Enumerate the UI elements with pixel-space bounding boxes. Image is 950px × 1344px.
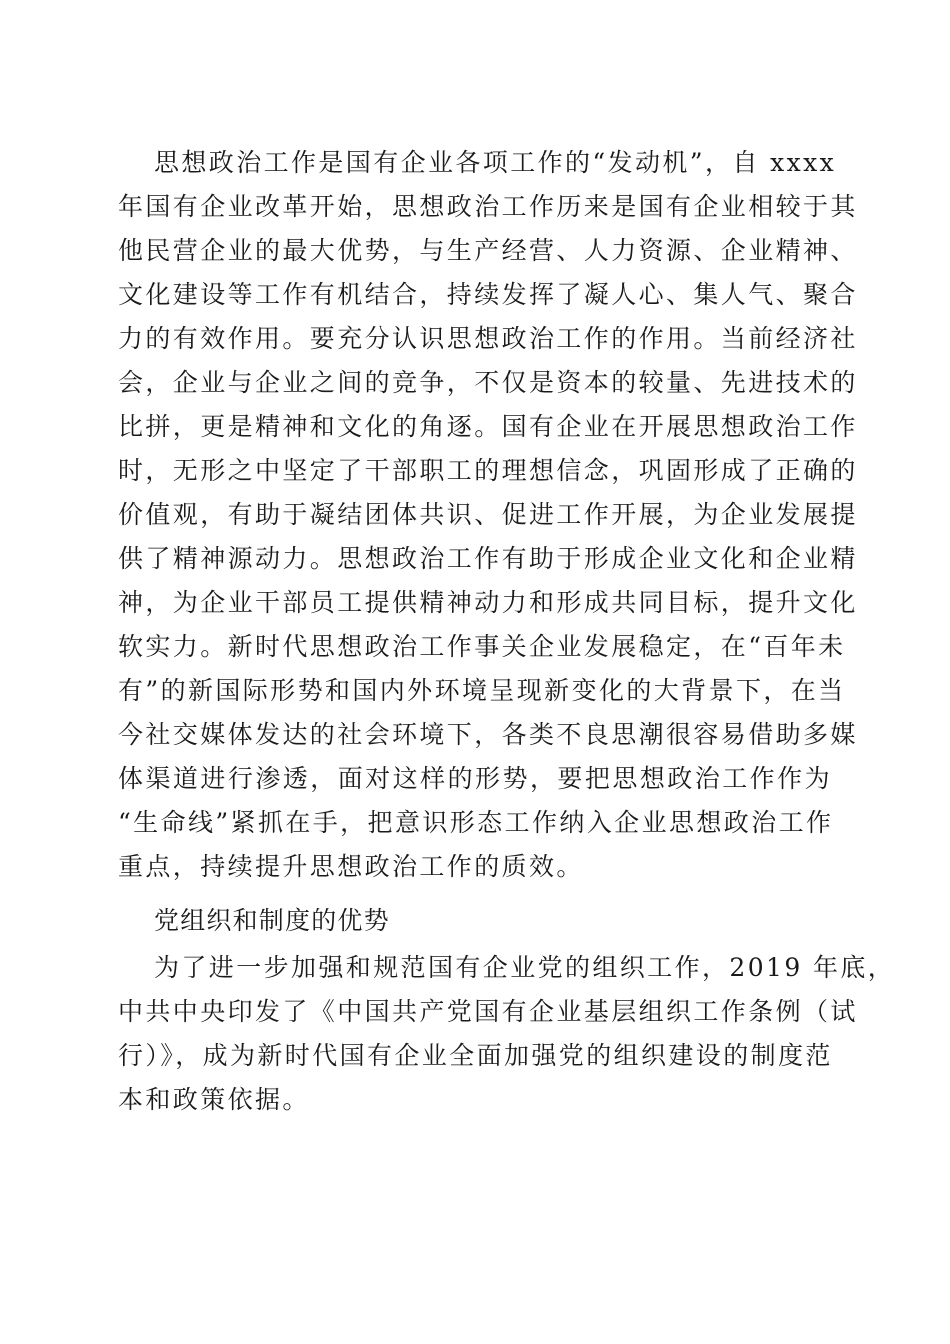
paragraph-line: 重点，持续提升思想政治工作的质效。 (118, 852, 584, 881)
paragraph-line: 体渠道进行渗透，面对这样的形势，要把思想政治工作作为 (118, 764, 832, 793)
paragraph-line: 今社交媒体发达的社会环境下，各类不良思潮很容易借助多媒 (118, 720, 858, 749)
paragraph-line: 年国有企业改革开始，思想政治工作历来是国有企业相较于其 (118, 192, 858, 221)
paragraph-line: 文化建设等工作有机结合，持续发挥了凝人心、集人气、聚合 (118, 280, 858, 309)
section-heading-block (118, 899, 832, 943)
paragraph-line: 有”的新国际形势和国内外环境呈现新变化的大背景下，在当 (118, 676, 846, 705)
paragraph-line: 比拼，更是精神和文化的角逐。国有企业在开展思想政治工作 (118, 412, 858, 441)
paragraph-ideological-work (118, 141, 858, 889)
paragraph-line: 软实力。新时代思想政治工作事关企业发展稳定，在“百年未 (118, 632, 846, 661)
paragraph-line: 行）》，成为新时代国有企业全面加强党的组织建设的制度范 (118, 1041, 833, 1070)
paragraph-line: 价值观，有助于凝结团体共识、促进工作开展，为企业发展提 (118, 500, 858, 529)
paragraph-line: “生命线”紧抓在手，把意识形态工作纳入企业思想政治工作 (118, 808, 834, 837)
paragraph-line: 为了进一步加强和规范国有企业党的组织工作，2019 年底， (154, 953, 896, 982)
paragraph-line: 时，无形之中坚定了干部职工的理想信念，巩固形成了正确的 (118, 456, 858, 485)
section-heading: 党组织和制度的优势 (154, 906, 390, 935)
paragraph-line: 力的有效作用。要充分认识思想政治工作的作用。当前经济社 (118, 324, 858, 353)
paragraph-line: 思想政治工作是国有企业各项工作的“发动机”，自 xxxx (154, 148, 837, 177)
paragraph-line: 会，企业与企业之间的竞争，不仅是资本的较量、先进技术的 (118, 368, 858, 397)
paragraph-line: 他民营企业的最大优势，与生产经营、人力资源、企业精神、 (118, 236, 858, 265)
paragraph-line: 本和政策依据。 (118, 1085, 310, 1114)
paragraph-line: 神，为企业干部员工提供精神动力和形成共同目标，提升文化 (118, 588, 858, 617)
paragraph-party-organization (118, 946, 896, 1122)
paragraph-line: 供了精神源动力。思想政治工作有助于形成企业文化和企业精 (118, 544, 858, 573)
paragraph-line: 中共中央印发了《中国共产党国有企业基层组织工作条例（试 (118, 997, 858, 1026)
